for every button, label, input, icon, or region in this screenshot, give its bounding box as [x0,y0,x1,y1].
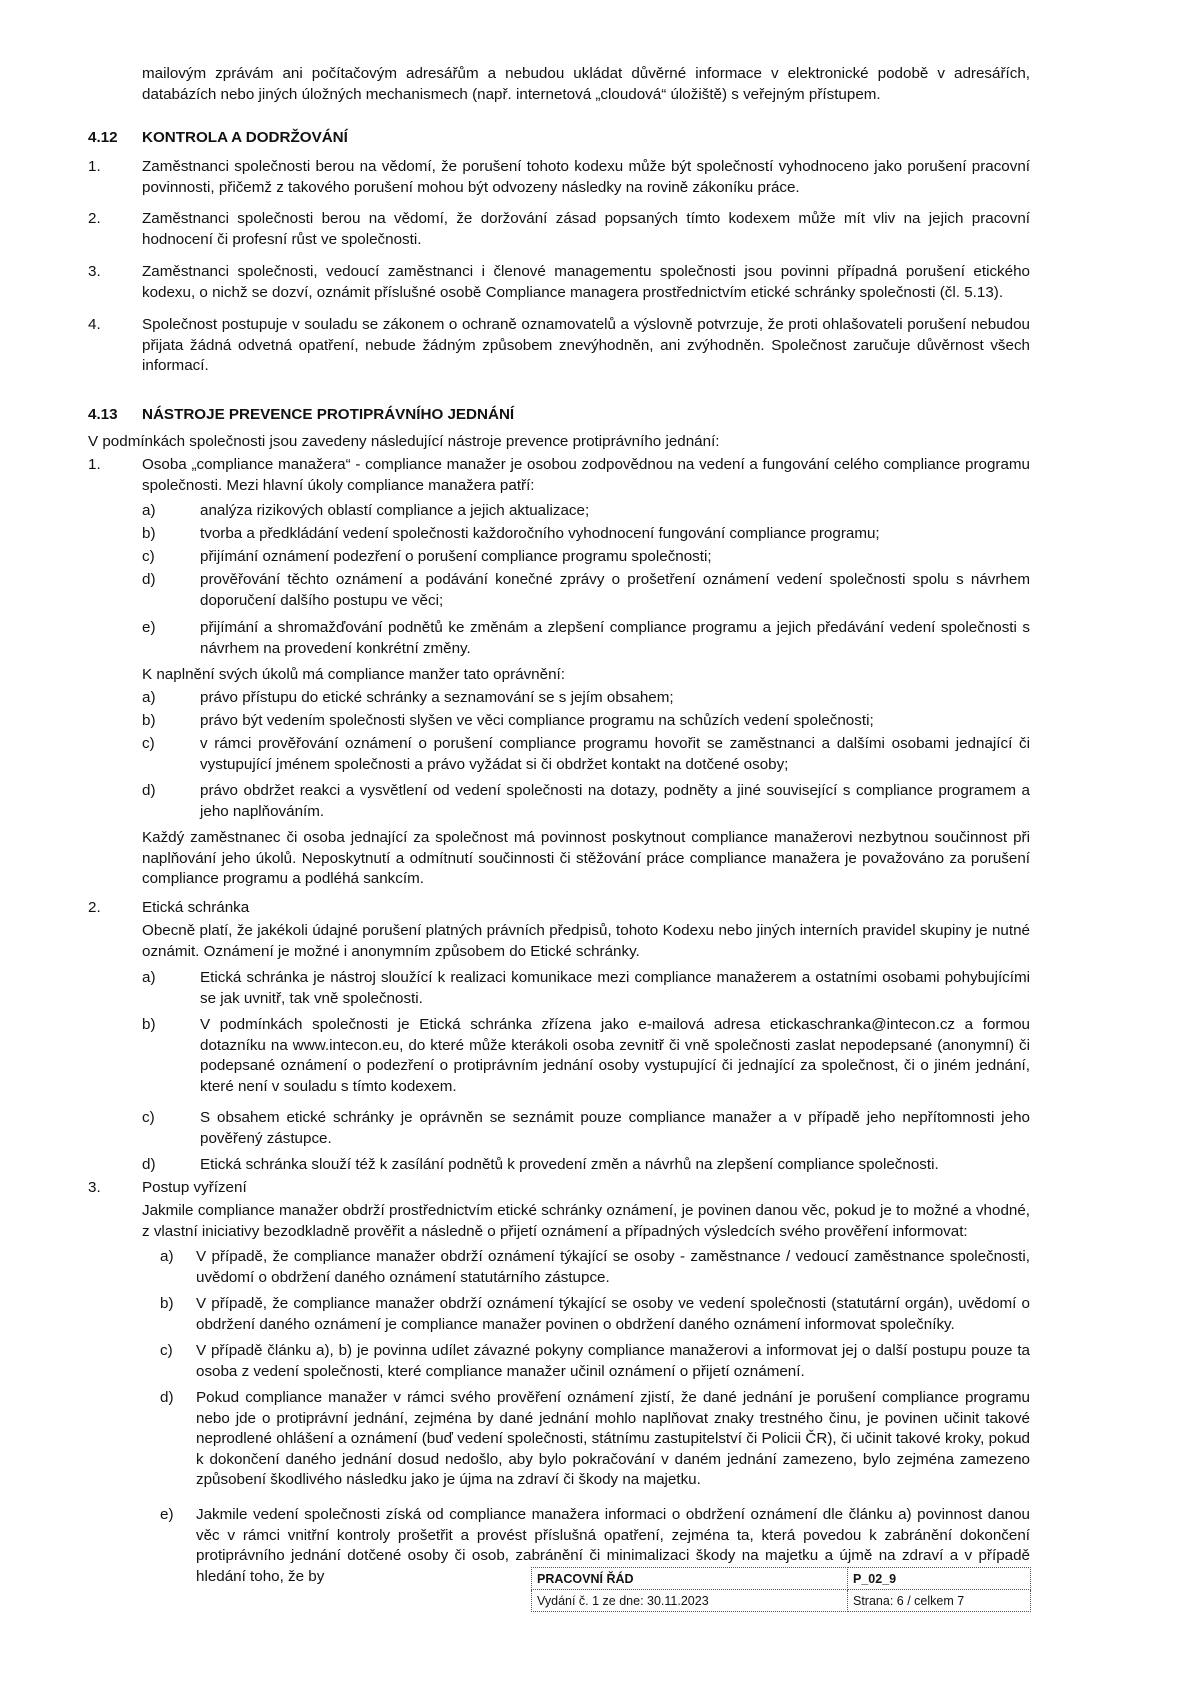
section-4-12-title: KONTROLA A DODRŽOVÁNÍ [142,129,348,146]
task-item: přijímání a shromažďování podnětů ke změnám a zlepšení compliance programu a jejich předávání vedení společnosti s návrhem na provedení konkrétní změny. [200,619,1030,657]
section-4-13-intro: V podmínkách společnosti jsou zavedeny následující nástroje prevence protiprávního jednání: [88,433,720,450]
item-label: 3. [88,1179,101,1196]
item-label: 2. [88,899,101,916]
list-item: Zaměstnanci společnosti berou na vědomí, že doržování zásad popsaných tímto kodexem může mít vliv na jejich pracovní hodnocení či profesní růst ve společnosti. [142,210,1030,248]
point-item: S obsahem etické schránky je oprávněn se seznámit pouze compliance manažer a v případě jeho nepřítomnosti jeho pověřený zástupce. [200,1109,1030,1147]
right-label: c) [142,735,155,752]
list-item: Zaměstnanci společnosti, vedoucí zaměstnanci i členové managementu společnosti jsou povinni případná porušení etického kodexu, o nichž se dozví, oznámit příslušné osobě Compliance managera prostřednictvím etické schránky společnosti (čl. 5.13). [142,263,1030,301]
point-label: d) [160,1389,174,1406]
rights-intro: K naplnění svých úkolů má compliance manžer tato oprávnění: [142,666,565,683]
point-label: c) [142,1109,155,1126]
task-label: c) [142,548,155,565]
document-footer-table [531,1567,1031,1612]
list-item: Zaměstnanci společnosti berou na vědomí, že porušení tohoto kodexu může být společností vyhodnoceno jako porušení pracovní povinnosti, přičemž z takového porušení mohou být odvozeny následky na rovině zákoníku práce. [142,158,1030,196]
point-item: Jakmile vedení společnosti získá od compliance manažera informaci o obdržení oznámení dle článku a) povinnost danou věc v rámci vnitřní kontroly prošetřit a provést příslušná opatření, zejména ta, která povedou k zabránění dokončení protiprávního jednání dotčené osoby či osob, zabránění či minimalizaci škody na majetku a újmě na zdraví a v případě hledání toho, že by [196,1506,1030,1585]
right-label: b) [142,712,156,729]
point-label: a) [160,1248,174,1265]
point-label: b) [160,1295,174,1312]
item-2-title: Etická schránka [142,899,250,916]
item-label: 1. [88,456,101,473]
point-label: a) [142,969,156,986]
list-item: Společnost postupuje v souladu se zákonem o ochraně oznamovatelů a výslovně potvrzuje, že proti ohlašovateli porušení nebudou přijata žádná odvetná opatření, nebude žádným způsobem znevýhodněn, ani zvýhodněn. Společnost zaručuje důvěrnost všech informací. [142,316,1030,374]
point-item: V případě článku a), b) je povinna udílet závazné pokyny compliance manažerovi a informovat jej o další postupu pouze ta osoba z vedení společnosti, které compliance manažer učinil oznámení o přijetí oznámení. [196,1342,1030,1380]
task-item: analýza rizikových oblastí compliance a jejich aktualizace; [200,502,590,519]
item-1-text: Osoba „compliance manažera“ - compliance manažer je osobou zodpovědnou na vedení a fungování celého compliance programu společnosti. Mezi hlavní úkoly compliance manažera patří: [142,456,1030,494]
right-item: v rámci prověřování oznámení o porušení compliance programu hovořit se zaměstnanci a dalšími osobami jednající či vystupující jménem společnosti a právo vyžádat si či obdržet kontakt na dotčené osoby; [200,735,1030,773]
task-label: b) [142,525,156,542]
right-item: právo obdržet reakci a vysvětlení od vedení společnosti na dotazy, podněty a jiné související s compliance programem a jeho naplňováním. [200,782,1030,820]
item-3-text: Jakmile compliance manažer obdrží prostřednictvím etické schránky oznámení, je povinen danou věc, pokud je to možné a vhodné, z vlastní iniciativy bezodkladně prověřit a následně o přijetí oznámení a případných výsledcích svého prověření informovat: [142,1202,1030,1240]
page-info: Strana: 6 / celkem 7 [848,1590,1031,1612]
item-label: 4. [88,316,101,333]
item-2-text: Obecně platí, že jakékoli údajné porušení platných právních předpisů, tohoto Kodexu nebo jiných interních pravidel skupiny je nutné oznámit. Oznámení je možné i anonymním způsobem do Etické schránky. [142,922,1030,960]
point-label: c) [160,1342,173,1359]
section-4-12-number: 4.12 [88,129,118,146]
right-label: a) [142,689,156,706]
item-label: 3. [88,263,101,280]
right-item: právo být vedením společnosti slyšen ve věci compliance programu na schůzích vedení společnosti; [200,712,874,729]
point-item: Etická schránka slouží též k zasílání podnětů k provedení změn a návrhů na zlepšení compliance společnosti. [200,1156,939,1173]
point-item: V podmínkách společnosti je Etická schránka zřízena jako e-mailová adresa etickaschranka@intecon.cz a formou dotazníku na www.intecon.eu, do které může kterákoli osoba zevnitř či vně společnosti zaslat nepodepsané (anonymní) či podepsané oznámení o podezření o protiprávním jednání osoby vystupující či jednající za společnost, či o jiném jednání, které není v souladu s tímto kodexem. [200,1016,1030,1095]
item-1-closing: Každý zaměstnanec či osoba jednající za společnost má povinnost poskytnout compliance manažerovi nezbytnou součinnost při naplňování jeho úkolů. Neposkytnutí a odmítnutí součinnosti či stěžování práce compliance manažera je považováno za porušení compliance programu a podléhá sankcím. [142,829,1030,887]
section-4-13-title: NÁSTROJE PREVENCE PROTIPRÁVNÍHO JEDNÁNÍ [142,406,515,423]
item-label: 1. [88,158,101,175]
section-4-13-number: 4.13 [88,406,118,423]
right-item: právo přístupu do etické schránky a seznamování se s jejím obsahem; [200,689,674,706]
task-label: a) [142,502,156,519]
doc-title: PRACOVNÍ ŘÁD [532,1568,848,1590]
task-label: e) [142,619,156,636]
issue-info: Vydání č. 1 ze dne: 30.11.2023 [532,1590,848,1612]
point-item: V případě, že compliance manažer obdrží oznámení týkající se osoby - zaměstnance / vedoucí zaměstnance společnosti, uvědomí o obdržení daného oznámení statutárního zástupce. [196,1248,1030,1286]
point-item: Pokud compliance manažer v rámci svého prověření oznámení zjistí, že dané jednání je porušení compliance programu nebo jde o protiprávní jednání, zejména by dané jednání mohlo naplňovat znaky trestného činu, je povinen učinit takové neprodlené ohlášení a oznámení (buď vedení společnosti, státnímu zastupitelství či Policii ČR), či učinit takové kroky, pokud k dokončení daného jednání dosud nedošlo, aby bylo pokračování v daném jednání zamezeno, bylo zejména zamezeno způsobení škodlivého následku jako je újma na zdraví či škody na majetku. [196,1389,1030,1488]
task-item: tvorba a předkládání vedení společnosti každoročního vyhodnocení fungování compliance programu; [200,525,880,542]
doc-code: P_02_9 [848,1568,1031,1590]
task-item: prověřování těchto oznámení a podávání konečné zprávy o prošetření oznámení vedení společnosti spolu s návrhem doporučení dalšího postupu ve věci; [200,571,1030,609]
point-label: b) [142,1016,156,1033]
task-label: d) [142,571,156,588]
point-label: d) [142,1156,156,1173]
task-item: přijímání oznámení podezření o porušení compliance programu společnosti; [200,548,712,565]
item-3-title: Postup vyřízení [142,1179,247,1196]
item-label: 2. [88,210,101,227]
point-item: Etická schránka je nástroj sloužící k realizaci komunikace mezi compliance manažerem a ostatními osobami pohybujícími se jak uvnitř, tak vně společnosti. [200,969,1030,1007]
intro-paragraph: mailovým zprávám ani počítačovým adresářům a nebudou ukládat důvěrné informace v elektronické podobě v adresářích, databázích nebo jiných úložných mechanismech (např. internetová „cloudová“ úložiště) s veřejným přístupem. [142,65,1030,103]
point-label: e) [160,1506,174,1523]
point-item: V případě, že compliance manažer obdrží oznámení týkající se osoby ve vedení společnosti (statutární orgán), uvědomí o obdržení daného oznámení je compliance manažer povinen o obdržení daného oznámení informovat společníky. [196,1295,1030,1333]
right-label: d) [142,782,156,799]
